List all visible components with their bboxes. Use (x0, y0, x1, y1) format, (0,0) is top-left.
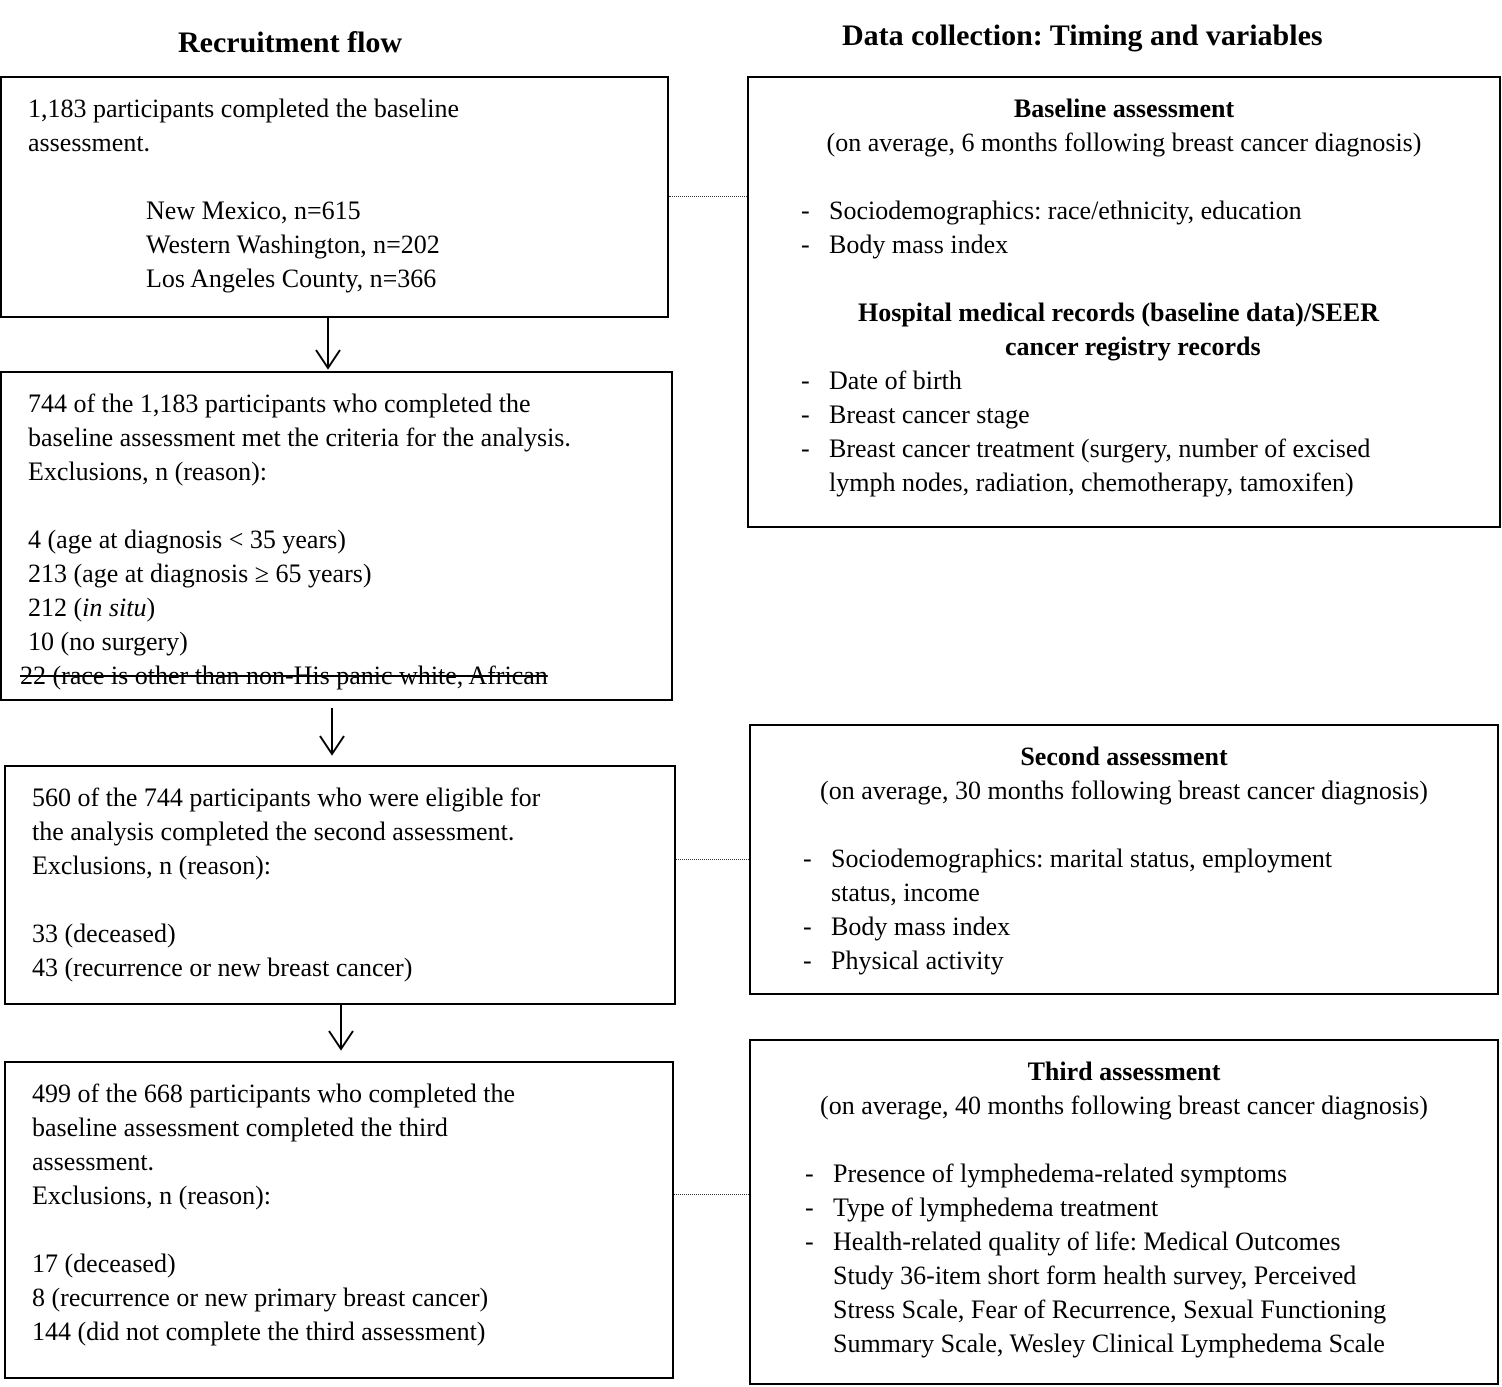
exclusion-item: 43 (recurrence or new breast cancer) (32, 953, 413, 982)
collection-box-baseline: Baseline assessment (on average, 6 months following breast cancer diagnosis) - Sociodemographics: race/ethnicity, education - Body mass index Hospital medical records (baseline data)/SEER cancer registry records - Date of birth - Breast cancer stage - Breast cancer treatment (surgery, number of excised lymph nodes, radiation, chemotherapy, tamoxifen) (747, 76, 1501, 528)
assessment-title: Third assessment (1027, 1057, 1221, 1086)
flow-text: assessment. (32, 1147, 155, 1176)
assessment-title: Second assessment (1020, 742, 1228, 771)
flow-box-eligible (0, 371, 673, 701)
collection-box-third: Third assessment (on average, 40 months following breast cancer diagnosis) - Presence of lymphedema-related symptoms - Type of lymphedema treatment - Health-related quality of life: Medical Outcomes Study 36-item short form health survey, Perceived Stress Scale, Fear of Recurrence, Sexual Functioning Summary Scale, Wesley Clinical Lymphedema Scale (749, 1039, 1499, 1385)
flow-text: baseline assessment completed the third (32, 1113, 448, 1142)
exclusion-item: 8 (recurrence or new primary breast cancer) (32, 1283, 489, 1312)
variable-item-continued: Study 36-item short form health survey, Perceived (833, 1261, 1357, 1290)
data-collection-heading: Data collection: Timing and variables (842, 19, 1323, 52)
exclusion-count: 212 ( (28, 593, 83, 622)
exclusion-item: 10 (no surgery) (28, 627, 188, 656)
exclusions-label: Exclusions, n (reason): (28, 457, 268, 486)
exclusion-item: 4 (age at diagnosis < 35 years) (28, 525, 346, 554)
flow-text: 1,183 participants completed the baseline (28, 94, 460, 123)
records-title: cancer registry records (1005, 332, 1261, 361)
exclusion-reason-italic: in situ (82, 593, 147, 622)
flow-text: 499 of the 668 participants who completed the (32, 1079, 516, 1108)
exclusions-label: Exclusions, n (reason): (32, 1181, 272, 1210)
exclusion-item: 144 (did not complete the third assessment) (32, 1317, 486, 1346)
flow-text: 560 of the 744 participants who were eligible for (32, 783, 541, 812)
exclusions-label: Exclusions, n (reason): (32, 851, 272, 880)
flow-box-second (4, 765, 676, 1005)
recruitment-flow-heading: Recruitment flow (178, 26, 403, 59)
variable-item-continued: Summary Scale, Wesley Clinical Lymphedema Scale (833, 1329, 1385, 1358)
assessment-timing: (on average, 30 months following breast cancer diagnosis) (820, 776, 1428, 805)
exclusion-item: 17 (deceased) (32, 1249, 176, 1278)
down-arrow-2 (318, 708, 348, 758)
variable-item-continued: lymph nodes, radiation, chemotherapy, tamoxifen) (829, 468, 1354, 497)
exclusion-close: ) (146, 593, 156, 622)
site-count: Western Washington, n=202 (146, 230, 440, 259)
variable-item-continued: Stress Scale, Fear of Recurrence, Sexual Functioning (833, 1295, 1387, 1324)
down-arrow-1 (314, 318, 344, 372)
collection-box-second: Second assessment (on average, 30 months following breast cancer diagnosis) - Sociodemographics: marital status, employment status, income - Body mass index - Physical activity (749, 724, 1499, 995)
down-arrow-3 (327, 1005, 357, 1053)
connector-third (674, 1194, 749, 1195)
assessment-title: Baseline assessment (1013, 94, 1235, 123)
site-count: Los Angeles County, n=366 (146, 264, 437, 293)
flow-text: the analysis completed the second assessment. (32, 817, 515, 846)
assessment-timing: (on average, 40 months following breast cancer diagnosis) (820, 1091, 1428, 1120)
flow-text: 744 of the 1,183 participants who completed the (28, 389, 531, 418)
flow-box-third (4, 1061, 674, 1379)
exclusion-item (28, 591, 155, 625)
exclusion-item: 213 (age at diagnosis ≥ 65 years) (28, 559, 372, 588)
connector-baseline (669, 196, 747, 197)
assessment-timing: (on average, 6 months following breast cancer diagnosis) (826, 128, 1422, 157)
flow-text: baseline assessment met the criteria for the analysis. (28, 423, 571, 452)
connector-second (676, 859, 749, 860)
flow-text: assessment. (28, 128, 151, 157)
records-title: Hospital medical records (baseline data)/SEER (858, 298, 1379, 327)
exclusion-item: 33 (deceased) (32, 919, 176, 948)
exclusion-item-struck: 22 (race is other than non-His panic white, African (20, 661, 548, 690)
site-count: New Mexico, n=615 (146, 196, 361, 225)
variable-item-continued: status, income (831, 878, 980, 907)
flow-box-baseline (0, 76, 669, 318)
